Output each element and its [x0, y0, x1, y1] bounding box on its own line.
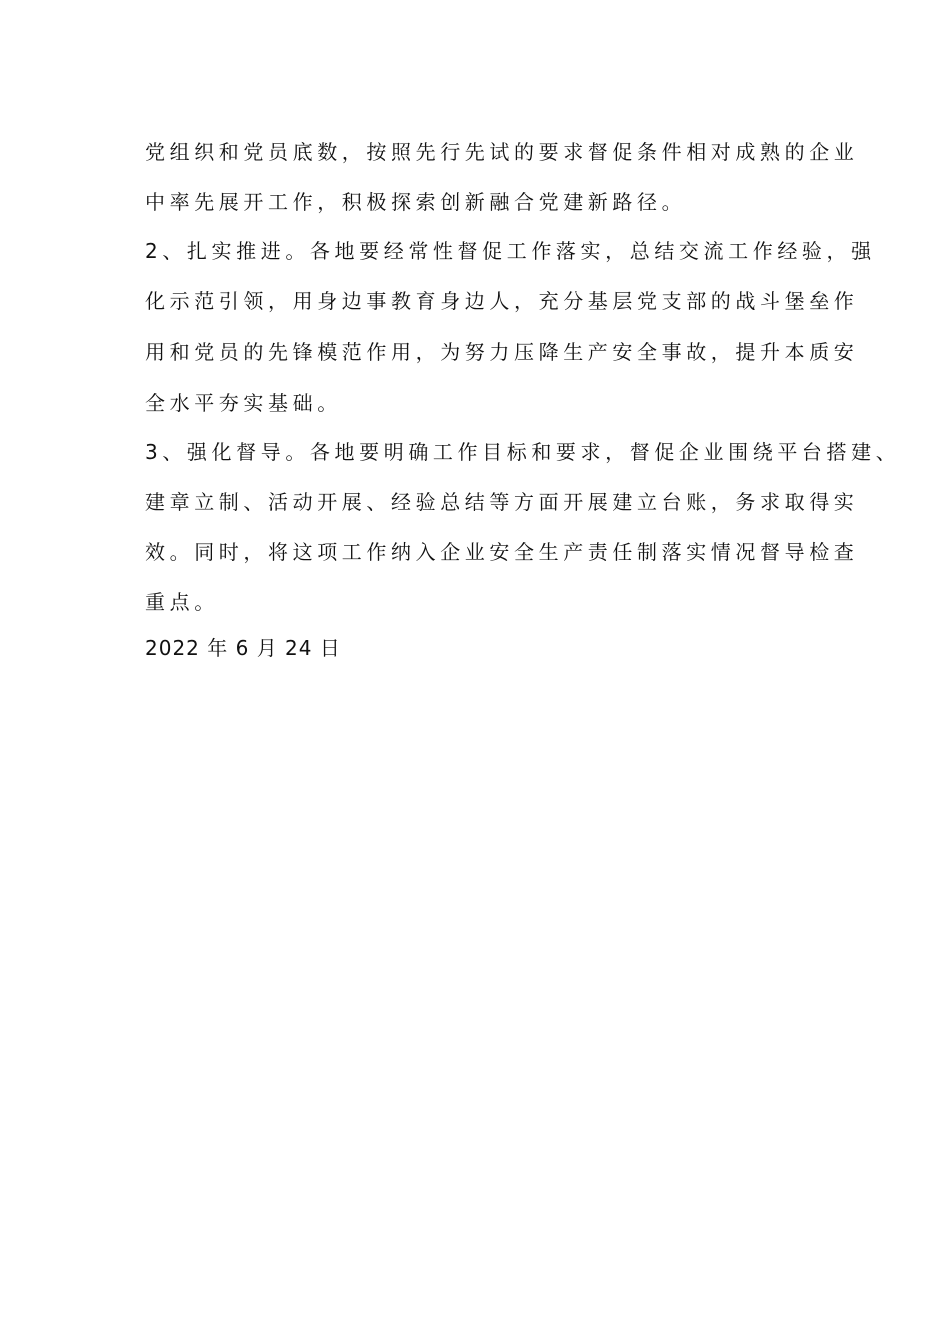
paragraph-line: 建章立制、活动开展、经验总结等方面开展建立台账，务求取得实: [145, 490, 859, 514]
paragraph-line: 效。同时，将这项工作纳入企业安全生产责任制落实情况督导检查: [145, 540, 859, 564]
paragraph-line: 重点。: [145, 590, 219, 614]
paragraph-line: 全水平夯实基础。: [145, 391, 342, 415]
paragraph-line: 中率先展开工作，积极探索创新融合党建新路径。: [145, 190, 687, 214]
paragraph-line: 党组织和党员底数，按照先行先试的要求督促条件相对成熟的企业: [145, 140, 859, 164]
paragraph-line: 3、强化督导。各地要明确工作目标和要求，督促企业围绕平台搭建、: [145, 440, 901, 464]
paragraph-line: 用和党员的先锋模范作用，为努力压降生产安全事故，提升本质安: [145, 340, 859, 364]
paragraph-line: 化示范引领，用身边事教育身边人，充分基层党支部的战斗堡垒作: [145, 289, 859, 313]
document-date: 2022 年 6 月 24 日: [145, 636, 341, 660]
paragraph-line: 2、扎实推进。各地要经常性督促工作落实，总结交流工作经验，强: [145, 239, 876, 263]
